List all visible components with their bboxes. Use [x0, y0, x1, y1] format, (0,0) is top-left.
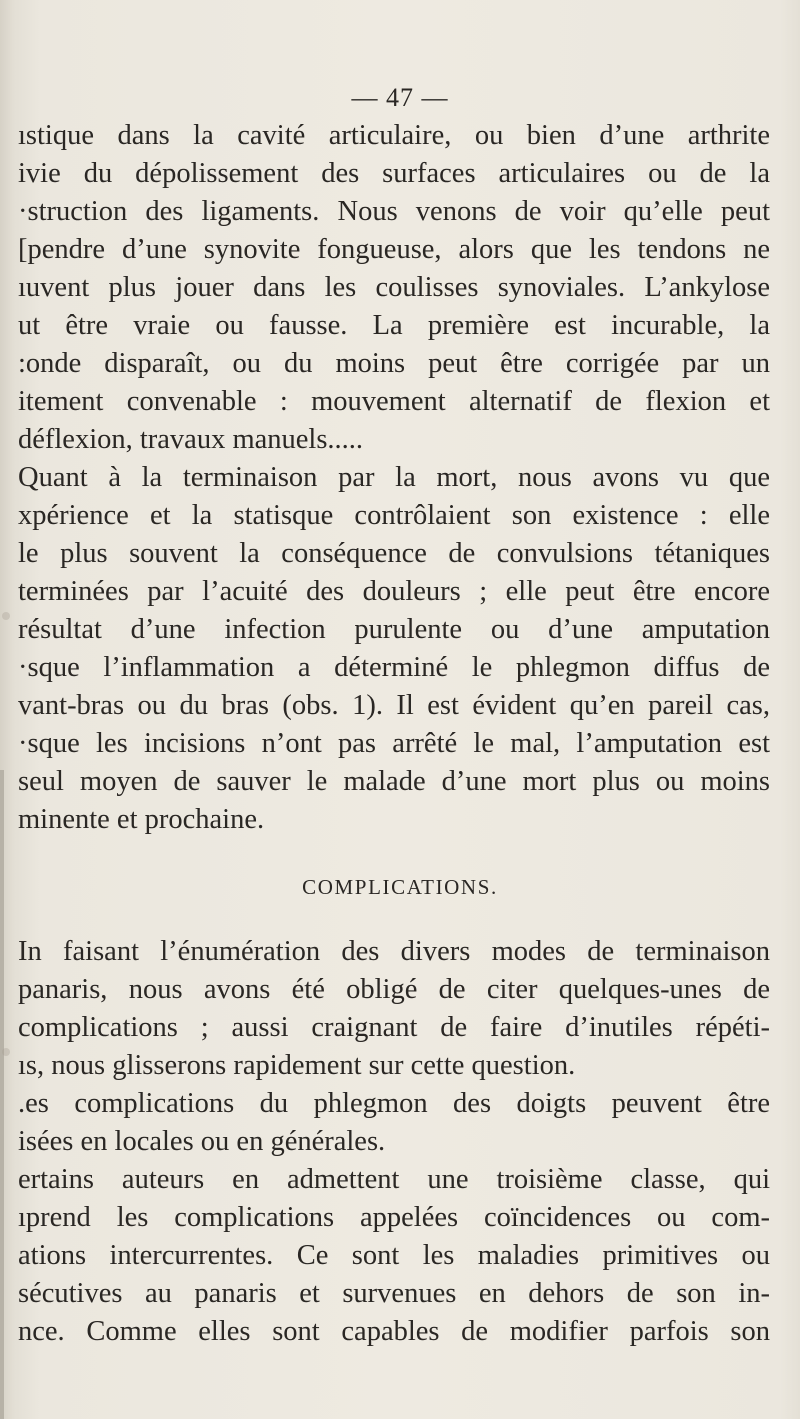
text-line: ivie du dépolissement des surfaces articulaires ou de la [18, 158, 770, 189]
text-line: le plus souvent la conséquence de convulsions tétaniques [18, 538, 770, 569]
text-line: vant-bras ou du bras (obs. 1). Il est évident qu’en pareil cas, [18, 690, 770, 721]
text-line: Quant à la terminaison par la mort, nous avons vu que [18, 462, 770, 493]
text-line: ·sque l’inflammation a déterminé le phlegmon diffus de [18, 652, 770, 683]
text-line: ıprend les complications appelées coïncidences ou com- [18, 1202, 770, 1233]
text-line: isées en locales ou en générales. [18, 1126, 386, 1157]
margin-speck [2, 612, 10, 620]
text-line: [pendre d’une synovite fongueuse, alors que les tendons ne [18, 234, 770, 265]
page-number: — 47 — [351, 83, 449, 112]
text-line: nce. Comme elles sont capables de modifier parfois son [18, 1316, 770, 1347]
text-line: minente et prochaine. [18, 804, 265, 835]
text-line: ıstique dans la cavité articulaire, ou bien d’une arthrite [18, 120, 770, 151]
text-line: ·sque les incisions n’ont pas arrêté le mal, l’amputation est [18, 728, 770, 759]
text-line: xpérience et la statisque contrôlaient son existence : elle [18, 500, 770, 531]
text-line: terminées par l’acuité des douleurs ; elle peut être encore [18, 576, 770, 607]
margin-speck [2, 1048, 10, 1056]
text-line: :onde disparaît, ou du moins peut être corrigée par un [18, 348, 770, 379]
text-line: ·struction des ligaments. Nous venons de voir qu’elle peut [18, 196, 770, 227]
text-line: complications ; aussi craignant de faire d’inutiles répéti- [18, 1012, 770, 1043]
page-binding-edge [0, 770, 4, 1419]
section-heading: COMPLICATIONS. [302, 875, 498, 899]
text-line: panaris, nous avons été obligé de citer quelques-unes de [18, 974, 770, 1005]
text-line: ut être vraie ou fausse. La première est incurable, la [18, 310, 770, 341]
text-line: seul moyen de sauver le malade d’une mort plus ou moins [18, 766, 770, 797]
text-line: ertains auteurs en admettent une troisième classe, qui [18, 1164, 770, 1195]
text-line: ıuvent plus jouer dans les coulisses synoviales. L’ankylose [18, 272, 770, 303]
text-line: sécutives au panaris et survenues en dehors de son in- [18, 1278, 770, 1309]
text-line: .es complications du phlegmon des doigts peuvent être [18, 1088, 770, 1119]
text-line: déflexion, travaux manuels..... [18, 424, 364, 455]
text-line: résultat d’une infection purulente ou d’une amputation [18, 614, 770, 645]
text-line: itement convenable : mouvement alternatif de flexion et [18, 386, 770, 417]
text-line: ations intercurrentes. Ce sont les maladies primitives ou [18, 1240, 770, 1271]
text-line: In faisant l’énumération des divers modes de terminaison [18, 936, 770, 967]
text-line: ıs, nous glisserons rapidement sur cette question. [18, 1050, 576, 1081]
